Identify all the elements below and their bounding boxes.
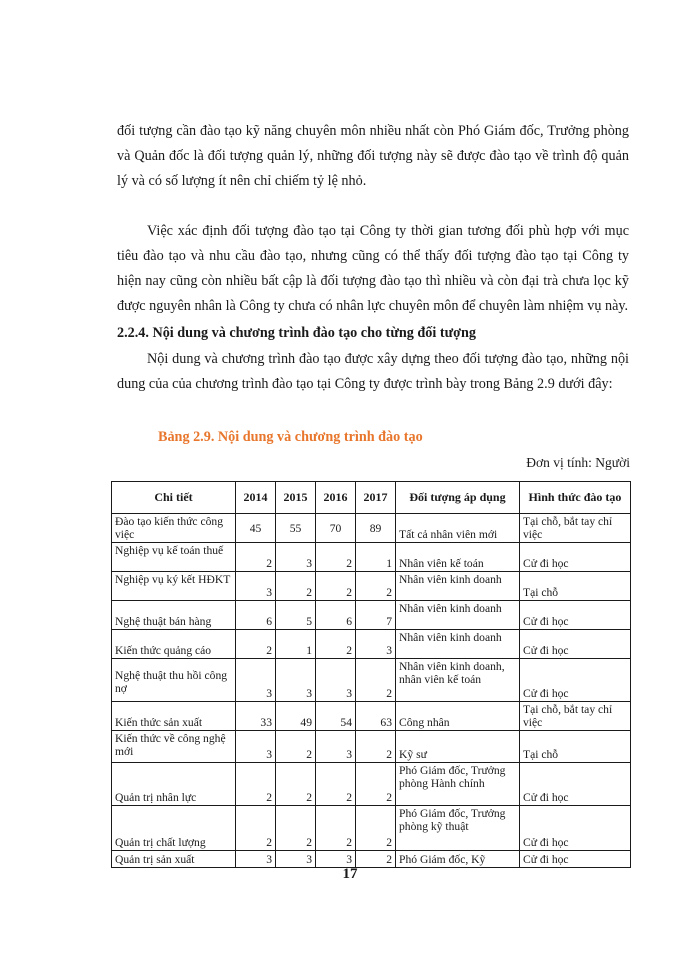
- cell-target: Phó Giám đốc, Trưởng phòng Hành chính: [396, 763, 520, 806]
- cell-detail: Nghệ thuật bán hàng: [112, 601, 236, 630]
- cell-2016: 3: [316, 731, 356, 763]
- table-row: [112, 731, 631, 763]
- table-row: [112, 659, 631, 702]
- cell-method: Tại chỗ: [520, 572, 631, 601]
- cell-2015: 49: [276, 702, 316, 731]
- cell-target: Phó Giám đốc, Kỹ: [396, 851, 520, 868]
- header-hinh-thuc: Hình thức đào tạo: [520, 482, 631, 514]
- cell-2015: 2: [276, 806, 316, 851]
- cell-2017: 63: [356, 702, 396, 731]
- cell-2014: 2: [236, 543, 276, 572]
- cell-2014: 33: [236, 702, 276, 731]
- cell-2016: 54: [316, 702, 356, 731]
- header-doi-tuong: Đối tượng áp dụng: [396, 482, 520, 514]
- table-row: [112, 806, 631, 851]
- cell-2017: 89: [356, 514, 396, 543]
- cell-2017: 2: [356, 763, 396, 806]
- cell-target: Tất cả nhân viên mới: [396, 514, 520, 543]
- cell-method: Cử đi học: [520, 601, 631, 630]
- cell-2017: 2: [356, 731, 396, 763]
- cell-2015: 55: [276, 514, 316, 543]
- cell-2015: 2: [276, 572, 316, 601]
- cell-2016: 2: [316, 763, 356, 806]
- cell-detail: Nghiệp vụ kế toán thuế: [112, 543, 236, 572]
- table-row: [112, 514, 631, 543]
- cell-detail: Nghệ thuật thu hồi công nợ: [112, 659, 236, 702]
- cell-target: Nhân viên kế toán: [396, 543, 520, 572]
- cell-2014: 45: [236, 514, 276, 543]
- cell-2015: 2: [276, 731, 316, 763]
- cell-2017: 2: [356, 572, 396, 601]
- cell-2016: 70: [316, 514, 356, 543]
- cell-2017: 2: [356, 806, 396, 851]
- cell-method: Tại chỗ: [520, 731, 631, 763]
- cell-2017: 3: [356, 630, 396, 659]
- header-2014: 2014: [236, 482, 276, 514]
- paragraph-1: đối tượng cần đào tạo kỹ năng chuyên môn nhiều nhất còn Phó Giám đốc, Trưởng phòng và Quản đốc là đối tượng quản lý, những đối tượng này sẽ được đào tạo về trình độ quản lý và có số lượng ít nên chỉ chiếm tỷ lệ nhỏ.: [117, 123, 629, 189]
- table-row: [112, 851, 631, 868]
- cell-method: Cử đi học: [520, 806, 631, 851]
- cell-target: Nhân viên kinh doanh: [396, 572, 520, 601]
- header-2017: 2017: [356, 482, 396, 514]
- cell-2015: 5: [276, 601, 316, 630]
- cell-detail: Quản trị chất lượng: [112, 806, 236, 851]
- cell-2015: 3: [276, 543, 316, 572]
- table-row: [112, 702, 631, 731]
- cell-target: Nhân viên kinh doanh: [396, 630, 520, 659]
- cell-2016: 2: [316, 630, 356, 659]
- cell-2016: 2: [316, 543, 356, 572]
- table-row: [112, 601, 631, 630]
- cell-2016: 3: [316, 851, 356, 868]
- cell-2014: 2: [236, 806, 276, 851]
- table-header-row: [112, 482, 631, 514]
- cell-2014: 2: [236, 630, 276, 659]
- table-row: [112, 572, 631, 601]
- cell-2014: 3: [236, 572, 276, 601]
- cell-2015: 3: [276, 659, 316, 702]
- cell-2017: 2: [356, 659, 396, 702]
- table-row: [112, 763, 631, 806]
- cell-2016: 2: [316, 572, 356, 601]
- cell-method: Cử đi học: [520, 543, 631, 572]
- cell-target: Kỹ sư: [396, 731, 520, 763]
- cell-detail: Kiến thức sản xuất: [112, 702, 236, 731]
- header-2016: 2016: [316, 482, 356, 514]
- paragraph-3: Nội dung và chương trình đào tạo được xây dựng theo đối tượng đào tạo, những nội dung của của chương trình đào tạo tại Công ty được trình bày trong Bảng 2.9 dưới đây:: [117, 351, 629, 392]
- cell-detail: Quản trị sản xuất: [112, 851, 236, 868]
- page-number: 17: [342, 866, 358, 882]
- cell-2014: 3: [236, 851, 276, 868]
- cell-target: Công nhân: [396, 702, 520, 731]
- cell-target: Nhân viên kinh doanh: [396, 601, 520, 630]
- table-caption: Bảng 2.9. Nội dung và chương trình đào tạo: [158, 429, 423, 445]
- cell-2015: 1: [276, 630, 316, 659]
- cell-detail: Kiến thức về công nghệ mới: [112, 731, 236, 763]
- paragraph-2: Việc xác định đối tượng đào tạo tại Công ty thời gian tương đối phù hợp với mục tiêu đào tạo và nhu cầu đào tạo, nhưng cũng có thể thấy đối tượng đào tạo tại Công ty hiện nay cũng còn nhiều bất cập là đối tượng đào tạo thì nhiều và còn đại trà chưa lọc kỹ được nguyên nhân là Công ty chưa có nhân lực chuyên môn để chuyên làm nhiệm vụ này.: [117, 223, 629, 314]
- cell-2016: 6: [316, 601, 356, 630]
- header-2015: 2015: [276, 482, 316, 514]
- cell-2014: 3: [236, 731, 276, 763]
- cell-detail: Nghiệp vụ ký kết HĐKT: [112, 572, 236, 601]
- cell-method: Tại chỗ, bắt tay chỉ việc: [520, 702, 631, 731]
- cell-method: Cử đi học: [520, 763, 631, 806]
- cell-method: Cử đi học: [520, 851, 631, 868]
- cell-method: Cử đi học: [520, 630, 631, 659]
- cell-2014: 6: [236, 601, 276, 630]
- cell-2014: 3: [236, 659, 276, 702]
- table-row: [112, 630, 631, 659]
- cell-2016: 2: [316, 806, 356, 851]
- section-heading: 2.2.4. Nội dung và chương trình đào tạo cho từng đối tượng: [117, 325, 476, 341]
- unit-label: Đơn vị tính: Người: [526, 455, 630, 470]
- cell-2014: 2: [236, 763, 276, 806]
- cell-method: Tại chỗ, bắt tay chỉ việc: [520, 514, 631, 543]
- cell-2016: 3: [316, 659, 356, 702]
- cell-method: Cử đi học: [520, 659, 631, 702]
- cell-2015: 2: [276, 763, 316, 806]
- cell-target: Phó Giám đốc, Trưởng phòng kỹ thuật: [396, 806, 520, 851]
- cell-detail: Đào tạo kiến thức công việc: [112, 514, 236, 543]
- cell-detail: Kiến thức quảng cáo: [112, 630, 236, 659]
- table-row: [112, 543, 631, 572]
- cell-detail: Quản trị nhân lực: [112, 763, 236, 806]
- training-table: [111, 481, 631, 868]
- header-chi-tiet: Chi tiết: [112, 482, 236, 514]
- cell-target: Nhân viên kinh doanh, nhân viên kế toán: [396, 659, 520, 702]
- cell-2017: 2: [356, 851, 396, 868]
- cell-2017: 7: [356, 601, 396, 630]
- cell-2017: 1: [356, 543, 396, 572]
- cell-2015: 3: [276, 851, 316, 868]
